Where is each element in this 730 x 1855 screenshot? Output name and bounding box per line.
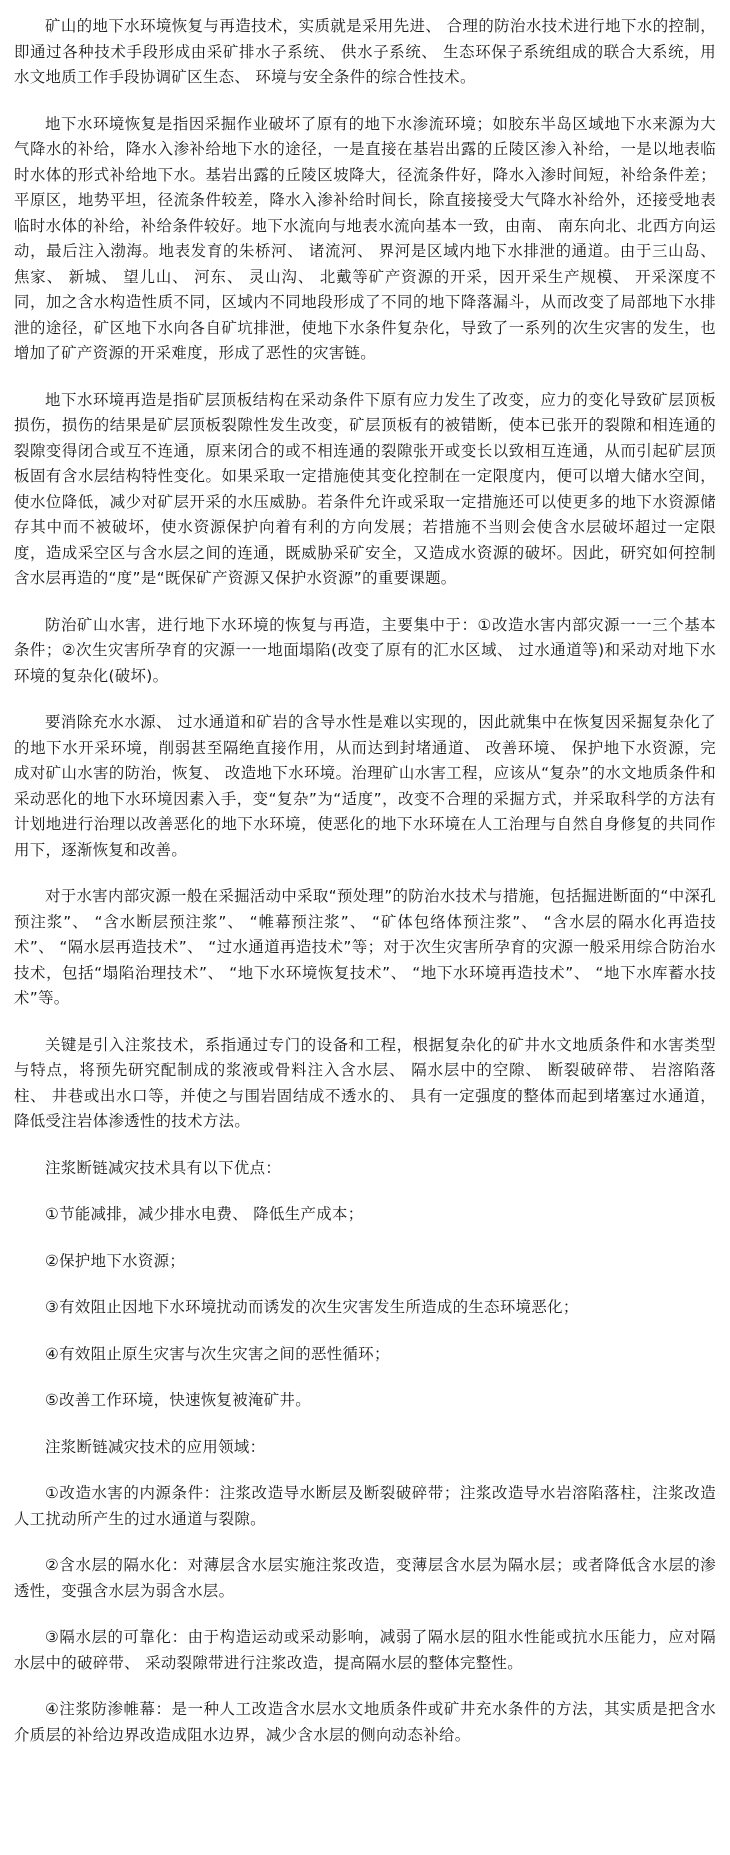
applications-heading: 注浆断链减灾技术的应用领域： xyxy=(45,1437,266,1456)
advantage-item: ③有效阻止因地下水环境扰动而诱发的次生灾害发生所造成的生态环境恶化； xyxy=(45,1298,579,1316)
paragraph-techniques: 对于水害内部灾源一般在采掘活动中采取“预处理”的防治水技术与措施，包括掘进断面的“中深孔预注浆”、 “含水断层预注浆”、 “帷幕预注浆”、 “矿体包络体预注浆”、 “含水层的隔水化再造技术”、 “隔水层再造技术”、 “过水通道再造技术”等；对于次生灾害所孕育的灾源一般采用综合防治水技术，包括“塌陷治理技术”、 “地下水环境恢复技术”、 “地下水环境再造技术”、 “地下水库蓄水技术”等。 xyxy=(14,887,716,1007)
advantage-item: ④有效阻止原生灾害与次生灾害之间的恶性循环； xyxy=(45,1344,390,1363)
paragraph-focus: 防治矿山水害，进行地下水环境的恢复与再造，主要集中于：①改造水害内部灾源一一三个基本条件；②次生灾害所孕育的灾源一一地面塌陷(改变了原有的汇水区域、 过水通道等)和采动对地下水环境的复杂化(破坏)。 xyxy=(14,615,716,685)
application-item: ④注浆防渗帷幕：是一种人工改造含水层水文地质条件或矿井充水条件的方法，其实质是把含水介质层的补给边界改造成阻水边界，减少含水层的侧向动态补给。 xyxy=(14,1700,716,1744)
paragraph-reconstruction: 地下水环境再造是指矿层顶板结构在采动条件下原有应力发生了改变，应力的变化导致矿层顶板损伤，损伤的结果是矿层顶板裂隙性发生改变，矿层顶板有的被错断，使本已张开的裂隙和相连通的裂隙变得闭合或互不连通，原来闭合的或不相连通的裂隙张开或变长以致相互连通，从而引起矿层顶板固有含水层结构特性变化。如果采取一定措施使其变化控制在一定限度内，便可以增大储水空间，使水位降低，减少对矿层开采的水压威胁。若条件允许或采取一定措施还可以使更多的地下水资源储存其中而不被破坏，使水资源保护向着有利的方向发展；若措施不当则会使含水层破坏超过一定限度，造成采空区与含水层之间的连通，既威胁采矿安全，又造成水资源的破坏。因此，研究如何控制含水层再造的“度”是“既保矿产资源又保护水资源”的重要课题。 xyxy=(14,390,716,587)
application-item: ①改造水害的内源条件：注浆改造导水断层及断裂破碎带；注浆改造导水岩溶陷落柱，注浆改造人工扰动所产生的过水通道与裂隙。 xyxy=(14,1484,716,1528)
advantage-item: ⑤改善工作环境，快速恢复被淹矿井。 xyxy=(45,1391,311,1409)
application-item: ②含水层的隔水化：对薄层含水层实施注浆改造，变薄层含水层为隔水层；或者降低含水层的渗透性，变强含水层为弱含水层。 xyxy=(14,1556,716,1600)
advantage-item: ②保护地下水资源； xyxy=(45,1251,186,1270)
paragraph-elimination: 要消除充水水源、 过水通道和矿岩的含导水性是难以实现的，因此就集中在恢复因采掘复杂化了的地下水开采环境，削弱甚至隔绝直接作用，从而达到封堵通道、 改善环境、 保护地下水资源，完成对矿山水害的防治，恢复、 改造地下水环境。治理矿山水害工程，应该从“复杂”的水文地质条件和采动恶化的地下水环境因素入手，变“复杂”为“适度”，改变不合理的采掘方式，并采取科学的方法有计划地进行治理以改善恶化的地下水环境，使恶化的地下水环境在人工治理与自然自身修复的共同作用下，逐渐恢复和改善。 xyxy=(14,713,716,859)
paragraph-restoration: 地下水环境恢复是指因采掘作业破坏了原有的地下水渗流环境；如胶东半岛区域地下水来源为大气降水的补给，降水入渗补给地下水的途径，一是直接在基岩出露的丘陵区渗入补给，一是以地表临时水体的形式补给地下水。基岩出露的丘陵区坡降大，径流条件好，降水入渗时间短，补给条件差；平原区，地势平坦，径流条件较差，降水入渗补给时间长，除直接接受大气降水补给外，还接受地表临时水体的补给，补给条件较好。地下水流向与地表水流向基本一致，由南、 南东向北、北西方向运动，最后注入渤海。地表发育的朱桥河、 诸流河、 界河是区域内地下水排泄的通道。由于三山岛、 焦家、 新城、 望儿山、 河东、 灵山沟、 北戴等矿产资源的开采，因开采生产规模、 开采深度不同，加之含水构造性质不同，区域内不同地段形成了不同的地下降落漏斗，从而改变了局部地下水排泄的途径，矿区地下水向各自矿坑排泄，使地下水条件复杂化，导致了一系列的次生灾害的发生，也增加了矿产资源的开采难度，形成了恶性的灾害链。 xyxy=(14,114,716,362)
article-body xyxy=(14,14,716,1748)
paragraph-intro: 矿山的地下水环境恢复与再造技术，实质就是采用先进、 合理的防治水技术进行地下水的控制，即通过各种技术手段形成由采矿排水子系统、 供水子系统、 生态环保子系统组成的联合大系统，用水文地质工作手段协调矿区生态、 环境与安全条件的综合性技术。 xyxy=(14,17,716,86)
paragraph-grouting: 关键是引入注浆技术，系指通过专门的设备和工程，根据复杂化的矿井水文地质条件和水害类型与特点，将预先研究配制成的浆液或骨料注入含水层、 隔水层中的空隙、 断裂破碎带、 岩溶陷落柱、 井巷或出水口等，并使之与围岩固结成不透水的、 具有一定强度的整体而起到堵塞过水通道，降低受注岩体渗透性的技术方法。 xyxy=(14,1035,716,1130)
application-item: ③隔水层的可靠化：由于构造运动或采动影响，减弱了隔水层的阻水性能或抗水压能力，应对隔水层中的破碎带、 采动裂隙带进行注浆改造，提高隔水层的整体完整性。 xyxy=(14,1628,716,1672)
advantages-heading: 注浆断链减灾技术具有以下优点： xyxy=(45,1158,282,1177)
advantage-item: ①节能减排，减少排水电费、 降低生产成本； xyxy=(45,1205,364,1223)
